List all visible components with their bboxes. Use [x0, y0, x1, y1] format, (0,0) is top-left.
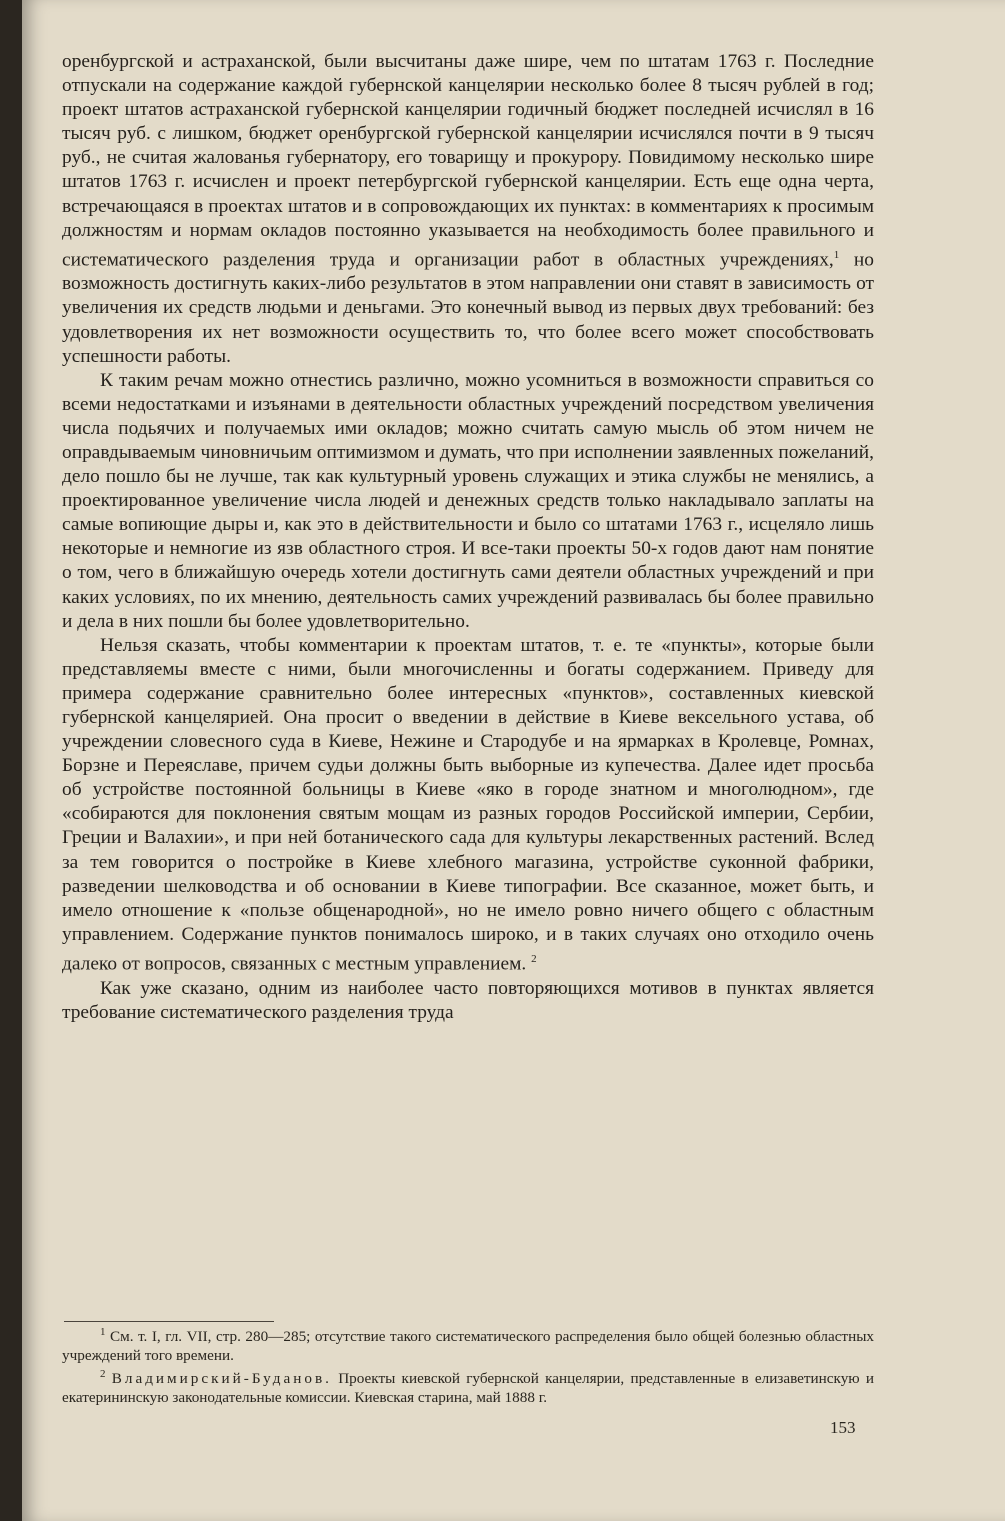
book-page	[22, 0, 1005, 1521]
paragraph-1-continued: но возможность достигнуть каких-либо результатов в этом направлении они ставят в зависимость от увеличения их средств людьми и деньгами. Это конечный вывод из первых двух требований: без удовлетворения их нет возможности осуществить то, что более всего может способствовать успешности работы.	[62, 249, 874, 367]
paragraph-2: К таким речам можно отнестись различно, можно усомниться в возможности справиться со всеми недостатками и изъянами в деятельности областных учреждений посредством увеличения числа подьячих и получаемых ими окладов; можно считать самую мысль об этом ничем не оправдываемым чиновничьим оптимизмом и думать, что при исполнении заявленных пожеланий, дело пошло бы не лучше, так как культурный уровень служащих и этика службы не менялись, а проектированное увеличение числа людей и денежных средств только накладывало заплаты на самые вопиющие дыры и, как это в действительности и было со штатами 1763 г., исцеляло лишь некоторые и немногие из язв областного строя. И все-таки проекты 50-х годов дают нам понятие о том, чего в ближайшую очередь хотели достигнуть сами деятели областных учреждений и при каких условиях, по их мнению, деятельность самих учреждений развивалась бы более правильно и дела в них пошли бы более удовлетворительно.	[62, 369, 874, 632]
footnote-1	[62, 1323, 874, 1365]
footnote-ref-1: 1	[833, 248, 840, 261]
paragraph-1	[62, 50, 874, 369]
paragraph-3	[62, 634, 874, 977]
paragraph-1-text: оренбургской и астраханской, были высчитаны даже шире, чем по штатам 1763 г. Последние отпускали на содержание каждой губернской канцелярии несколько более 8 тысяч рублей в год; проект штатов астраханской губернской канцелярии годичный бюджет последней исчислял в 16 тысяч руб. с лишком, бюджет оренбургской губернской канцелярии исчислялся почти в 9 тысяч руб., не считая жалованья губернатору, его товарищу и прокурору. Повидимому несколько шире штатов 1763 г. исчислен и проект петербургской губернской канцелярии. Есть еще одна черта, встречающаяся в проектах штатов и в сопровождающих их пунктах: в комментариях к просимым должностям и нормам окладов постоянно указывается на необходимость более правильного и систематического разделения труда и организации работ в областных учреждениях,	[62, 51, 874, 271]
footnote-1-marker: 1	[100, 1326, 106, 1338]
footnote-2-marker: 2	[100, 1368, 106, 1381]
footnote-divider	[64, 1321, 274, 1322]
footnote-2	[62, 1365, 874, 1407]
paragraph-4: Как уже сказано, одним из наиболее часто повторяющихся мотивов в пунктах является требование систематического разделения труда	[62, 977, 874, 1023]
page-number: 153	[830, 1418, 856, 1437]
paragraph-3-text: Нельзя сказать, чтобы комментарии к проектам штатов, т. е. те «пункты», которые были представляемы вместе с ними, были многочисленны и богаты содержанием. Приведу для примера содержание сравнительно более интересных «пунктов», составленных киевской губернской канцелярией. Она просит о введении в действие в Киеве вексельного устава, об учреждении словесного суда в Киеве, Нежине и Стародубе и на ярмарках в Кролевце, Ромнах, Борзне и Переяславе, причем судьи должны быть выборные из купечества. Далее идет просьба об устройстве постоянной больницы в Киеве «яко в городе знатном и многолюдном», где «собираются для поклонения святым мощам из разных городов Российской империи, Сербии, Греции и Валахии», и при ней ботанического сада для культуры лекарственных растений. Вслед за тем говорится о постройке в Киеве хлебного магазина, устройстве суконной фабрики, разведении шелководства и об основании в Киеве типографии. Все сказанное, может быть, и имело отношение к «пользе общенародной», но не имело ровно ничего общего с областным управлением. Содержание пунктов понималось широко, и в таких случаях оно отходило очень далеко от вопросов, связанных с местным управлением.	[62, 634, 874, 975]
footnotes	[62, 1323, 874, 1407]
main-text	[62, 50, 874, 1025]
footnote-1-text: См. т. I, гл. VII, стр. 280—285; отсутствие такого систематического распределения было общей болезнью областных учреждений того времени.	[62, 1328, 874, 1365]
footnote-2-text: Проекты киевской губернской канцелярии, представленные в елизаветинскую и екатерининскую законодательные комиссии. Киевская старина, май 1888 г.	[62, 1370, 875, 1407]
footnote-ref-2: 2	[531, 952, 537, 965]
footnote-2-author: Владимирский-Буданов.	[111, 1370, 332, 1388]
